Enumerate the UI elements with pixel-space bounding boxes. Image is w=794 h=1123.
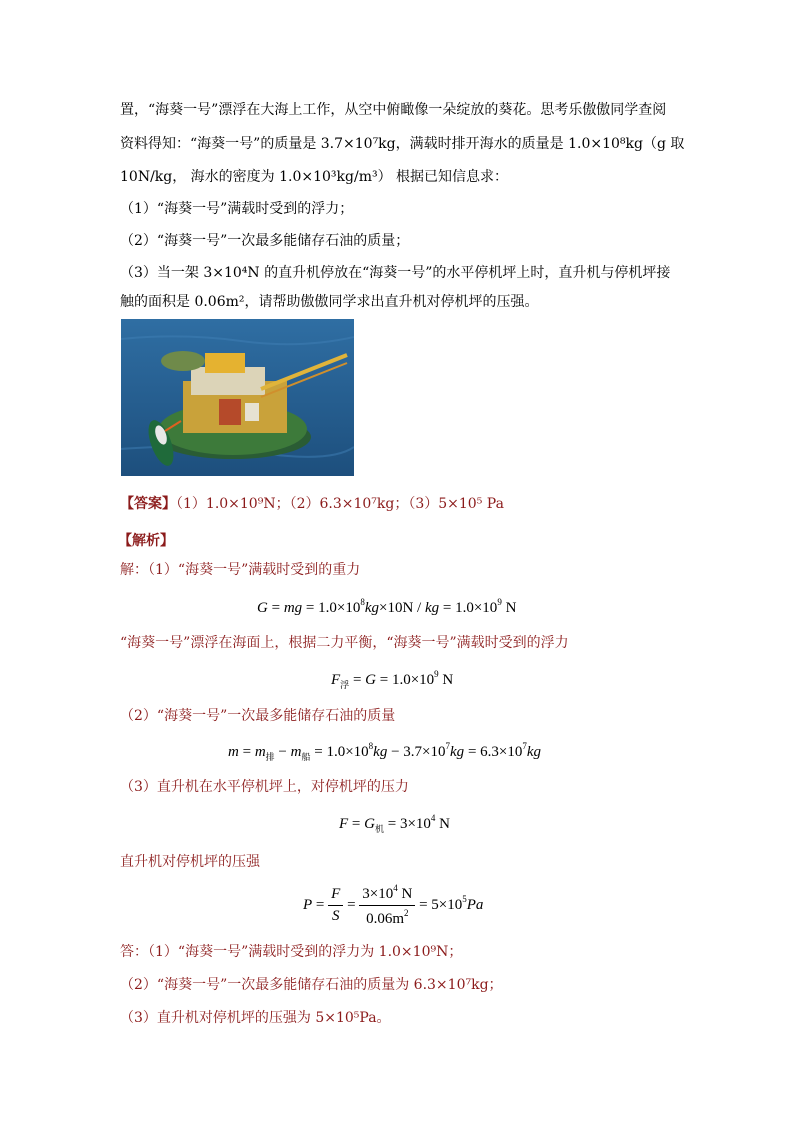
conclusion-line-1: 答：（1）“海葵一号”满载时受到的浮力为 1.0×10⁹N； — [120, 944, 463, 960]
analysis-step-1: 解：（1）“海葵一号”满载时受到的重力 — [120, 562, 361, 578]
answer-line — [120, 494, 504, 514]
equation-pressure-force: $F = G_机 = 3\times 10^4$ N — [339, 813, 451, 834]
equation-buoyancy: $F_浮 = G = 1.0\times 10^9$ N — [331, 669, 454, 690]
question-line-1: 置，“海葵一号”漂浮在大海上工作，从空中俯瞰像一朵绽放的葵花。思考乐傲傲同学查阅 — [120, 102, 667, 118]
answer-text: （1）1.0×10⁹N；（2）6.3×10⁷kg；（3）5×10⁵ Pa — [176, 496, 504, 512]
question-part-1: （1）“海葵一号”满载时受到的浮力； — [120, 201, 354, 217]
question-line-2: 资料得知：“海葵一号”的质量是 3.7×10⁷kg，满载时排开海水的质量是 1.0×10⁸kg（g 取 — [120, 136, 685, 152]
analysis-step-5: 直升机对停机坪的压强 — [120, 854, 260, 870]
conclusion-line-3: （3）直升机对停机坪的压强为 5×10⁵Pa。 — [120, 1010, 391, 1026]
analysis-step-3: （2）“海葵一号”一次最多能储存石油的质量 — [120, 708, 396, 724]
question-part-3-line-1: （3）当一架 3×10⁴N 的直升机停放在“海葵一号”的水平停机坪上时，直升机与停机坪接 — [120, 265, 671, 281]
oil-platform-photo — [121, 319, 354, 476]
analysis-label: 【解析】 — [118, 533, 174, 549]
conclusion-line-2: （2）“海葵一号”一次最多能储存石油的质量为 6.3×10⁷kg； — [120, 977, 503, 993]
oil-platform-illustration — [121, 319, 354, 476]
equation-gravity: G = mg = $1.0\times 10^8kg\times 10N$ / kg = $1.0\times 10^9$ N — [257, 597, 517, 616]
analysis-step-4: （3）直升机在水平停机坪上，对停机坪的压力 — [120, 779, 409, 795]
question-part-2: （2）“海葵一号”一次最多能储存石油的质量； — [120, 233, 410, 249]
equation-pressure: P = $\frac{F}{S}$ = $\frac{3\times 10^4 N}{0.06m^2}$ = $5\times 10^5Pa$ — [303, 883, 484, 927]
question-part-3-line-2: 触的面积是 0.06m²，请帮助傲傲同学求出直升机对停机坪的压强。 — [120, 294, 539, 310]
equation-oil-mass: $m = m_排 - m_船 = 1.0\times 10^8kg - 3.7\times 10^7kg = 6.3\times 10^7kg$ — [228, 741, 542, 762]
analysis-step-2: “海葵一号”漂浮在海面上，根据二力平衡，“海葵一号”满载时受到的浮力 — [120, 635, 569, 651]
answer-label: 【答案】 — [120, 496, 176, 512]
question-line-3: 10N/kg， 海水的密度为 1.0×10³kg/m³） 根据已知信息求： — [120, 169, 509, 185]
